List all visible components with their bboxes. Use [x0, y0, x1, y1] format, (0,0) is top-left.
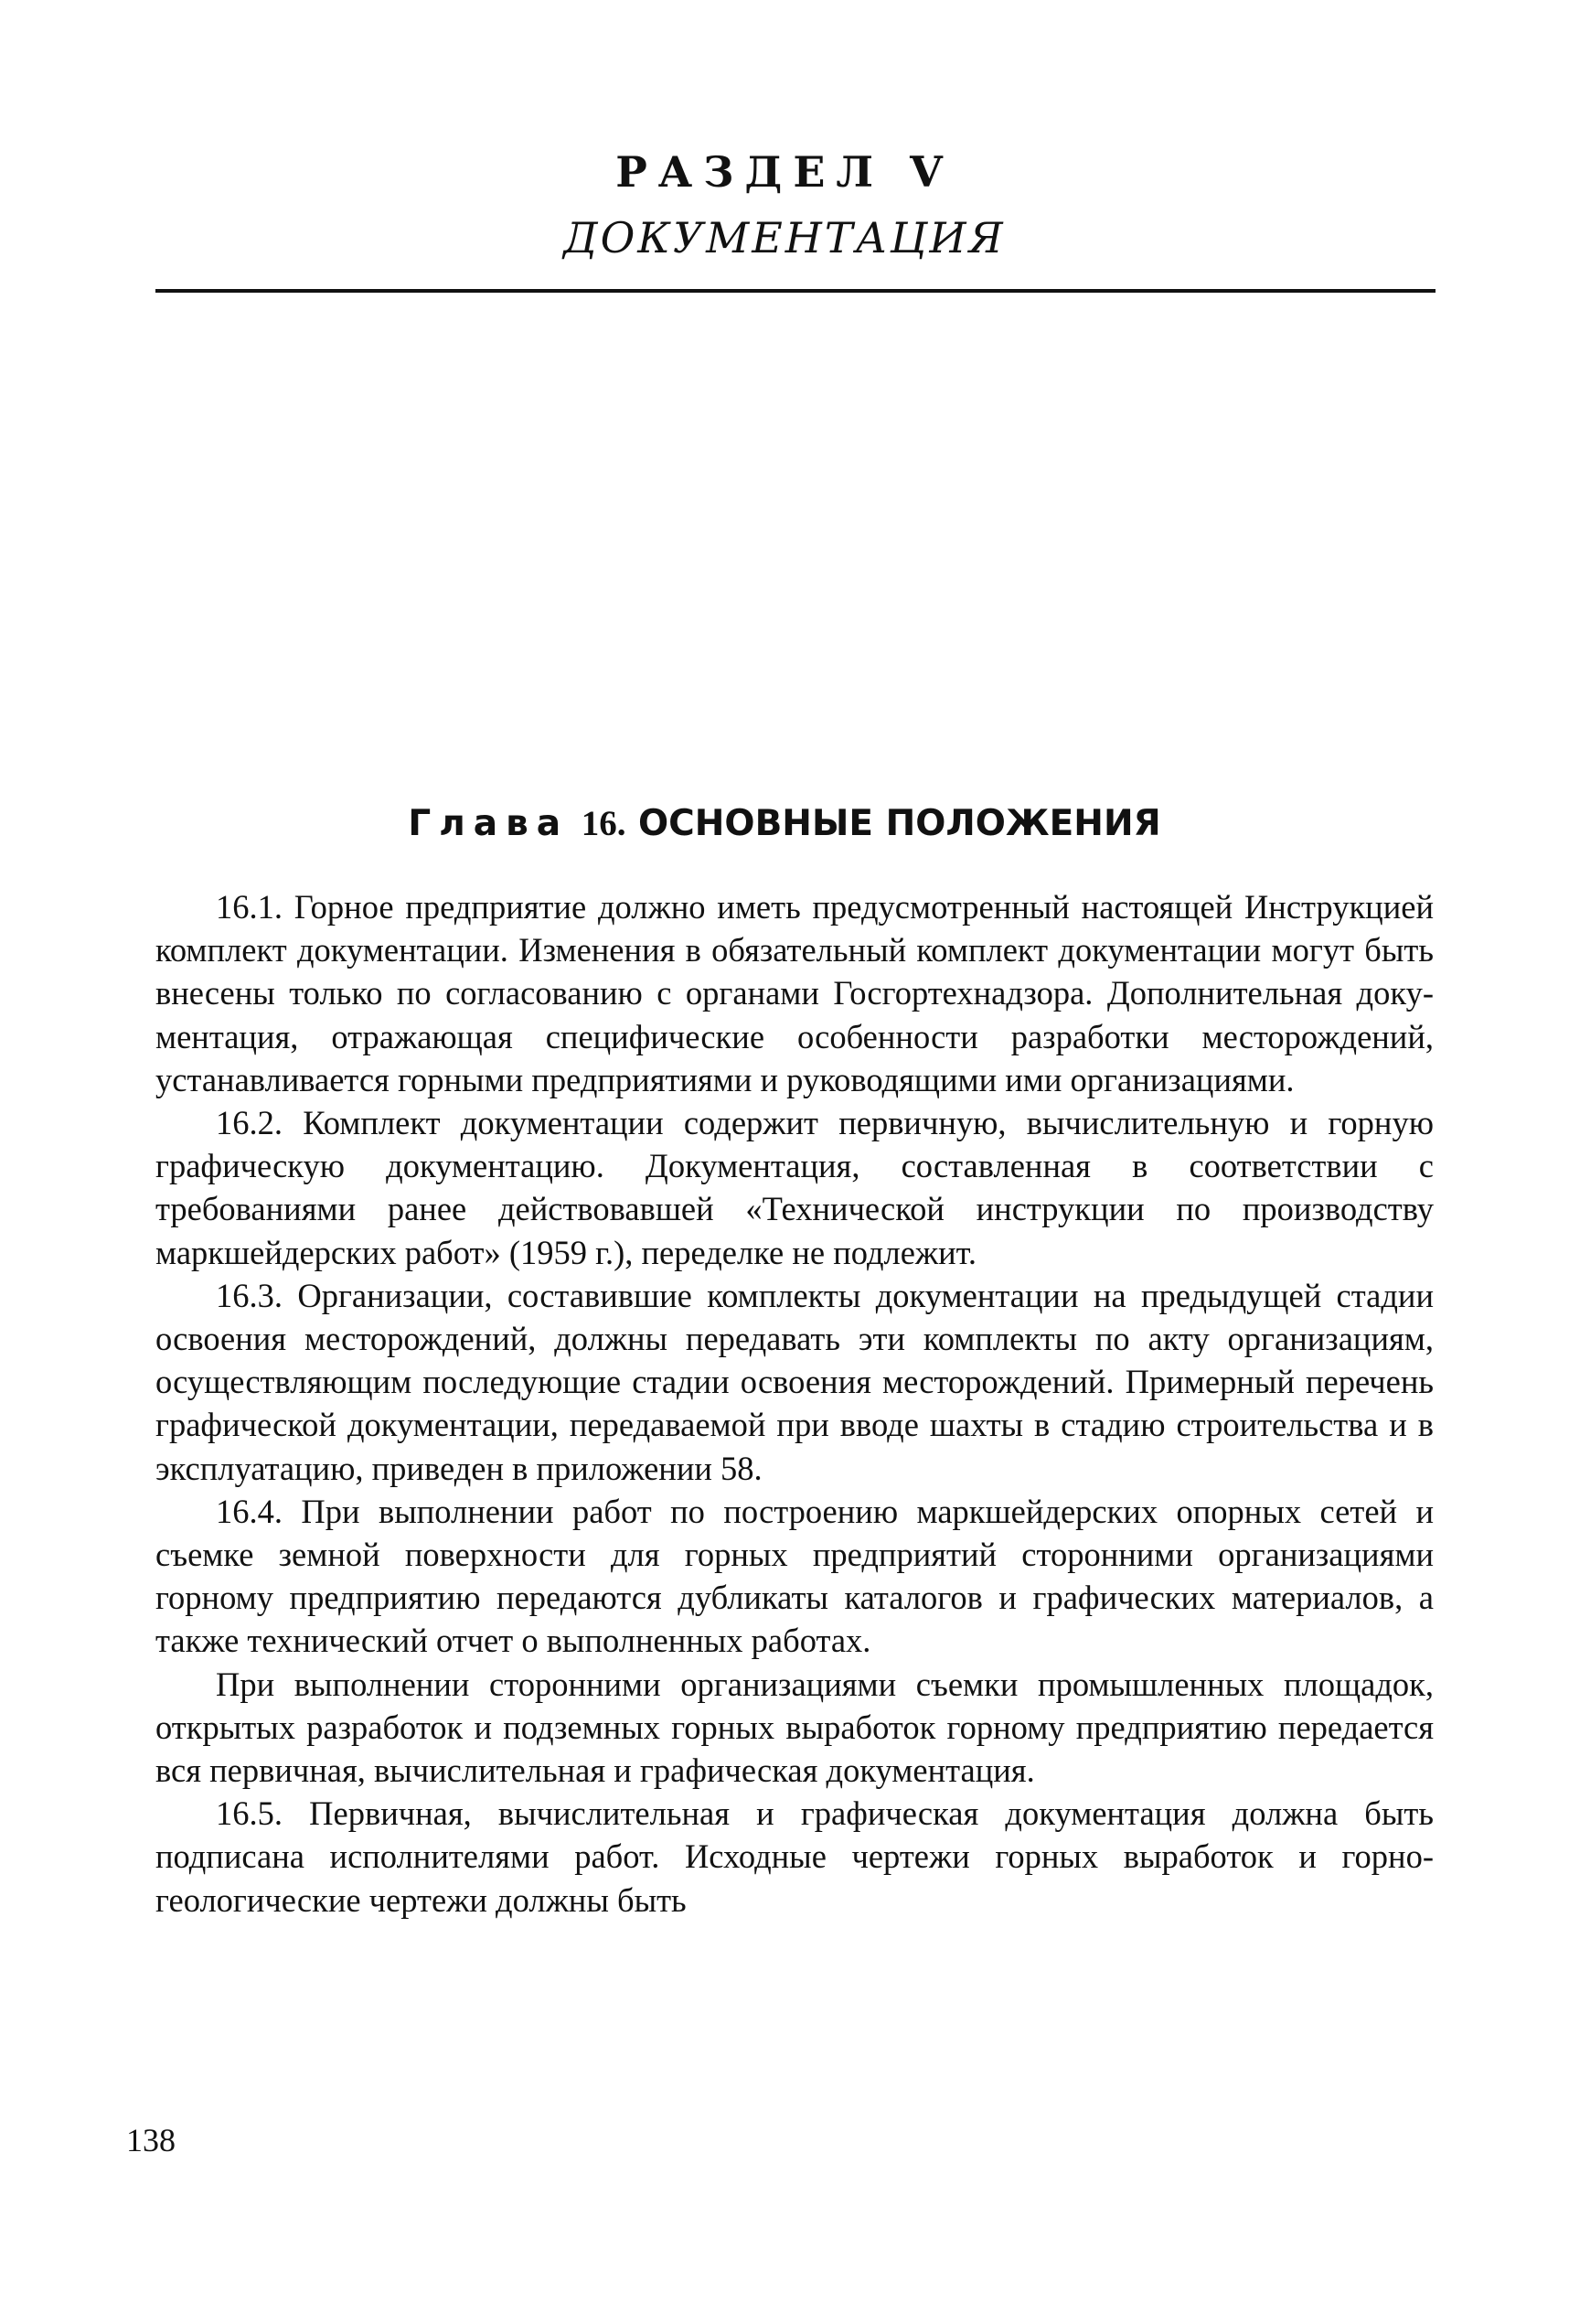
section-divider — [155, 289, 1436, 293]
chapter-name: ОСНОВНЫЕ ПОЛОЖЕНИЯ — [638, 803, 1161, 844]
paragraph-16-4: 16.4. При выполнении работ по построению маркшейдерских опорных сетей и съемке земной поверхности для горных предприятий сторонними организациями горному предприятию передаются дубликаты каталогов и графических материалов, а также технический отчет о выполненных работах. — [155, 1492, 1434, 1660]
chapter-number: 16. — [581, 804, 626, 843]
chapter-heading — [0, 798, 1569, 850]
chapter-prefix: Глава — [408, 803, 570, 844]
paragraph-16-5: 16.5. Первичная, вычислительная и графическая документация должна быть подписана исполнителями работ. Исходные чертежи горных выработок и горно-геологические чертежи должны быть — [155, 1794, 1434, 1919]
paragraph-16-3: 16.3. Организации, составившие комплекты документации на предыдущей стадии освоения месторождений, должны передавать эти комплекты по акту организациям, осуществляющим последующие стадии освоения месторождений. Примерный перечень графической документации, передаваемой при вводе шахты в стадию строительства и в эксплуатацию, приведен в приложении 58. — [155, 1276, 1434, 1487]
paragraph-16-2: 16.2. Комплект документации содержит первичную, вычислительную и горную графическую документацию. Документация, составленная в соответствии с требованиями ранее действовавшей «Технической инструкции по производству маркшейдерских работ» (1959 г.), переделке не подлежит. — [155, 1104, 1434, 1271]
paragraph-16-4-continued: При выполнении сторонними организациями съемки промышленных площадок, открытых разработок и подземных горных выработок горному предприятию передается вся первичная, вычислительная и графическая документация. — [155, 1665, 1434, 1790]
paragraph-16-1: 16.1. Горное предприятие должно иметь предусмотренный настоящей Инструкцией комплект документации. Изменения в обязательный комплект документации могут быть внесены только по согласованию с органами Госгортехнадзора. Дополнительная документация, отражающая специфические особенности разработки месторождений, устанавливается горными предприятиями и руководящими ими организациями. — [155, 888, 1434, 1098]
page-number: 138 — [126, 2122, 176, 2158]
section-title: ДОКУМЕНТАЦИЯ — [563, 213, 1006, 262]
section-label: РАЗДЕЛ V — [615, 147, 954, 197]
body-text — [155, 885, 1434, 1922]
